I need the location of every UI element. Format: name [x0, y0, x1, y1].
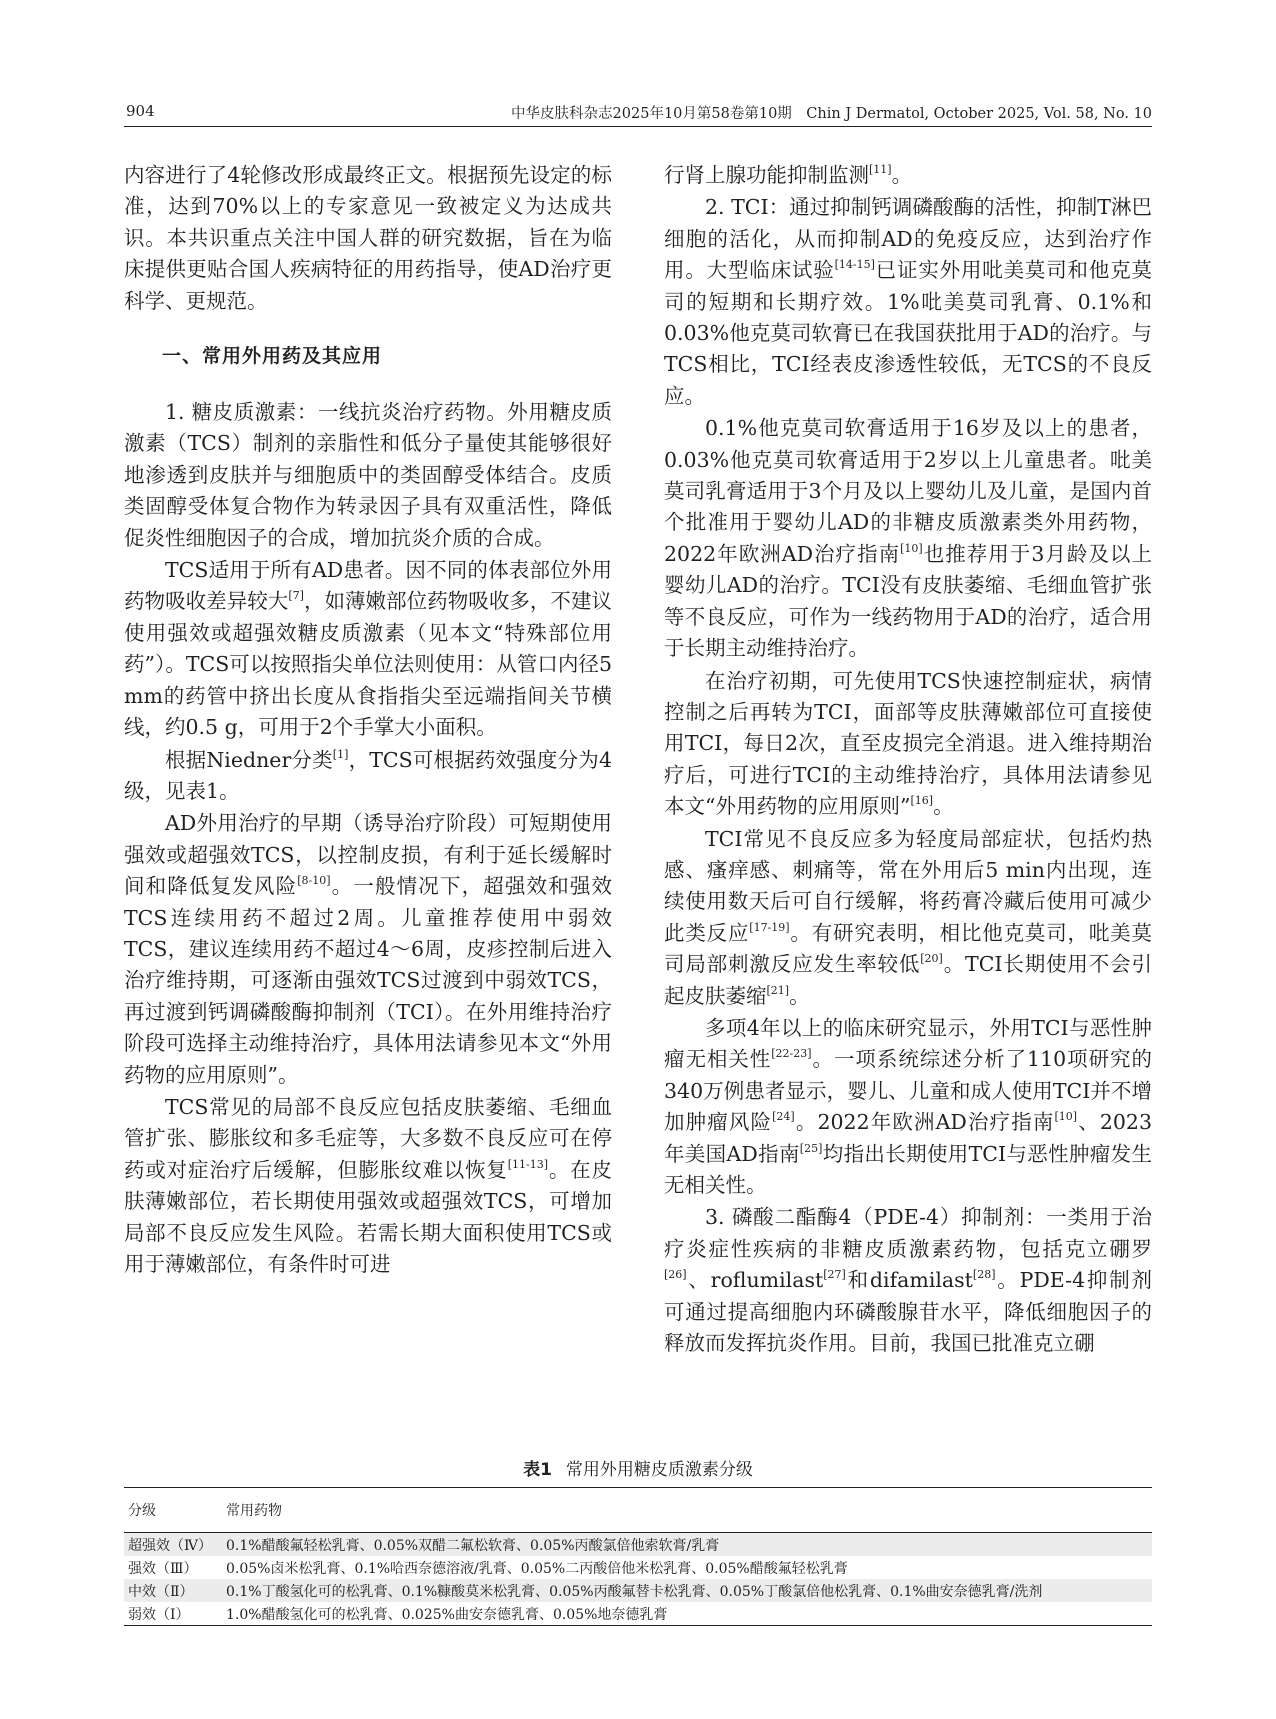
citation[interactable]: [1]	[332, 747, 349, 761]
paragraph-tcs-intro: 1. 糖皮质激素：一线抗炎治疗药物。外用糖皮质激素（TCS）制剂的亲脂性和低分子量使其能够很好地渗透到皮肤并与细胞质中的类固醇受体结合。皮质类固醇受体复合物作为转录因子具有双重活性，降低促炎性细胞因子的合成，增加抗炎介质的合成。	[124, 400, 612, 550]
paragraph-tcs-usage: TCS适用于所有AD患者。因不同的体表部位外用药物吸收差异较大[7]，如薄嫩部位药物吸收多，不建议使用强效或超强效糖皮质激素（见本文“特殊部位用药”）。TCS可以按照指尖单位法则使用：从管口内径5 mm的药管中挤出长度从食指指尖至远端指间关节横线，约0.5 g，可用于2个手掌大小面积。	[124, 558, 613, 740]
paragraph-tcs-classification: 根据Niedner分类[1]，TCS可根据药效强度分为4级，见表1。	[124, 747, 612, 803]
table-title: 常用外用糖皮质激素分级	[565, 1460, 753, 1480]
left-column	[124, 160, 612, 1281]
citation[interactable]: [20]	[920, 952, 943, 966]
citation[interactable]: [14-15]	[834, 258, 875, 272]
drugs-cell: 0.1%醋酸氟轻松乳膏、0.05%双醋二氟松软膏、0.05%丙酸氯倍他索软膏/乳膏	[222, 1533, 1152, 1557]
drugs-cell: 0.1%丁酸氢化可的松乳膏、0.1%糠酸莫米松乳膏、0.05%丙酸氟替卡松乳膏、0.05%丁酸氯倍他松乳膏、0.1%曲安奈德乳膏/洗剂	[222, 1579, 1152, 1602]
paragraph-intro: 内容进行了4轮修改形成最终正文。根据预先设定的标准，达到70%以上的专家意见一致被定义为达成共识。本共识重点关注中国人群的研究数据，旨在为临床提供更贴合国人疾病特征的用药指导，使AD治疗更科学、更规范。	[124, 163, 612, 313]
citation[interactable]: [27]	[823, 1268, 846, 1282]
table-row	[124, 1579, 1152, 1602]
column-header-grade: 分级	[128, 1503, 156, 1519]
grade-cell: 强效（Ⅲ）	[128, 1560, 198, 1577]
citation[interactable]: [22-23]	[771, 1047, 812, 1061]
running-header	[124, 100, 1152, 127]
table-row	[124, 1533, 1152, 1557]
paragraph-tcs-adverse: TCS常见的局部不良反应包括皮肤萎缩、毛细血管扩张、膨胀纹和多毛症等，大多数不良反应可在停药或对症治疗后缓解，但膨胀纹难以恢复[11-13]。在皮肤薄嫩部位，若长期使用强效或超强效TCS，可增加局部不良反应发生风险。若需长期大面积使用TCS或用于薄嫩部位，有条件时可进	[124, 1094, 613, 1276]
right-column	[664, 160, 1152, 1360]
citation[interactable]: [28]	[972, 1268, 996, 1282]
citation[interactable]: [10]	[900, 541, 923, 555]
paragraph-tci-indications: 0.1%他克莫司软膏适用于16岁及以上的患者，0.03%他克莫司软膏适用于2岁以上儿童患者。吡美莫司乳膏适用于3个月及以上婴幼儿及儿童，是国内首个批准用于婴幼儿AD的非糖皮质激素类外用药物，2022年欧洲AD治疗指南[10]也推荐用于3月龄及以上婴幼儿AD的治疗。TCI没有皮肤萎缩、毛细血管扩张等不良反应，可作为一线药物用于AD的治疗，适合用于长期主动维持治疗。	[664, 416, 1152, 661]
page-number: 904	[126, 102, 155, 120]
citation[interactable]: [11]	[869, 163, 892, 176]
drugs-cell: 0.05%卤米松乳膏、0.1%哈西奈德溶液/乳膏、0.05%二丙酸倍他米松乳膏、0.05%醋酸氟轻松乳膏	[226, 1560, 848, 1577]
table-row	[124, 1556, 1152, 1579]
table-header-row	[124, 1488, 1152, 1533]
paragraph-tci-intro: 2. TCI：通过抑制钙调磷酸酶的活性，抑制T淋巴细胞的活化，从而抑制AD的免疫反应，达到治疗作用。大型临床试验[14-15]已证实外用吡美莫司和他克莫司的短期和长期疗效。1%吡美莫司乳膏、0.1%和0.03%他克莫司软膏已在我国获批用于AD的治疗。与TCS相比，TCI经表皮渗透性较低，无TCS的不良反应。	[664, 195, 1153, 408]
paragraph-tci-adverse: TCI常见不良反应多为轻度局部症状，包括灼热感、瘙痒感、刺痛等，常在外用后5 min内出现，连续使用数天后可自行缓解，将药膏冷藏后使用可减少此类反应[17-19]。有研究表明，相比他克莫司，吡美莫司局部刺激反应发生率较低[20]。TCI长期使用不会引起皮肤萎缩[21]。	[664, 826, 1153, 1008]
citation[interactable]: [10]	[1054, 1110, 1078, 1124]
table-caption	[124, 1455, 1152, 1480]
citation[interactable]: [16]	[910, 794, 934, 808]
citation[interactable]: [21]	[766, 983, 790, 997]
table-row	[124, 1602, 1152, 1626]
citation[interactable]: [25]	[799, 1141, 823, 1155]
citation[interactable]: [17-19]	[749, 920, 790, 934]
paragraph-tci-malignancy: 多项4年以上的临床研究显示，外用TCI与恶性肿瘤无相关性[22-23]。一项系统综述分析了110项研究的340万例患者显示，婴儿、儿童和成人使用TCI并不增加肿瘤风险[24]。2022年欧洲AD治疗指南[10]、2023年美国AD指南[25]均指出长期使用TCI与恶性肿瘤发生无相关性。	[664, 1015, 1153, 1197]
drugs-cell: 1.0%醋酸氢化可的松乳膏、0.025%曲安奈德乳膏、0.05%地奈德乳膏	[226, 1606, 668, 1623]
grade-cell: 弱效（Ⅰ）	[128, 1606, 190, 1623]
grade-cell: 中效（Ⅱ）	[124, 1579, 222, 1602]
steroid-potency-table	[124, 1487, 1152, 1626]
citation[interactable]: [11-13]	[507, 1157, 549, 1171]
citation[interactable]: [24]	[772, 1110, 795, 1124]
journal-citation: 中华皮肤科杂志2025年10月第58卷第10期 Chin J Dermatol, October 2025, Vol. 58, No. 10	[511, 106, 1152, 122]
column-header-drugs: 常用药物	[226, 1503, 282, 1519]
section-heading: 一、常用外用药及其应用	[162, 345, 383, 368]
citation[interactable]: [26]	[664, 1268, 687, 1282]
citation[interactable]: [8-10]	[297, 874, 331, 888]
paragraph-tci-strategy: 在治疗初期，可先使用TCS快速控制症状，病情控制之后再转为TCI，面部等皮肤薄嫩部位可直接使用TCI，每日2次，直至皮损完全消退。进入维持期治疗后，可进行TCI的主动维持治疗，具体用法请参见本文“外用药物的应用原则”[16]。	[664, 668, 1152, 819]
citation[interactable]: [7]	[288, 589, 304, 603]
paragraph-continuation: 行肾上腺功能抑制监测[11]。	[664, 163, 913, 187]
paragraph-pde4: 3. 磷酸二酯酶4（PDE-4）抑制剂：一类用于治疗炎症性疾病的非糖皮质激素药物，包括克立硼罗[26]、roflumilast[27]和difamilast[28]。PDE-4抑制剂可通过提高细胞内环磷酸腺苷水平，降低细胞因子的释放而发挥抗炎作用。目前，我国已批准克立硼	[664, 1205, 1152, 1356]
paragraph-tcs-induction: AD外用治疗的早期（诱导治疗阶段）可短期使用强效或超强效TCS，以控制皮损，有利于延长缓解时间和降低复发风险[8-10]。一般情况下，超强效和强效TCS连续用药不超过2周。儿童推荐使用中弱效TCS，建议连续用药不超过4～6周，皮疹控制后进入治疗维持期，可逐渐由强效TCS过渡到中弱效TCS，再过渡到钙调磷酸酶抑制剂（TCI）。在外用维持治疗阶段可选择主动维持治疗，具体用法请参见本文“外用药物的应用原则”。	[124, 811, 613, 1087]
grade-cell: 超强效（Ⅳ）	[124, 1533, 222, 1557]
table-label: 表1	[523, 1460, 552, 1480]
